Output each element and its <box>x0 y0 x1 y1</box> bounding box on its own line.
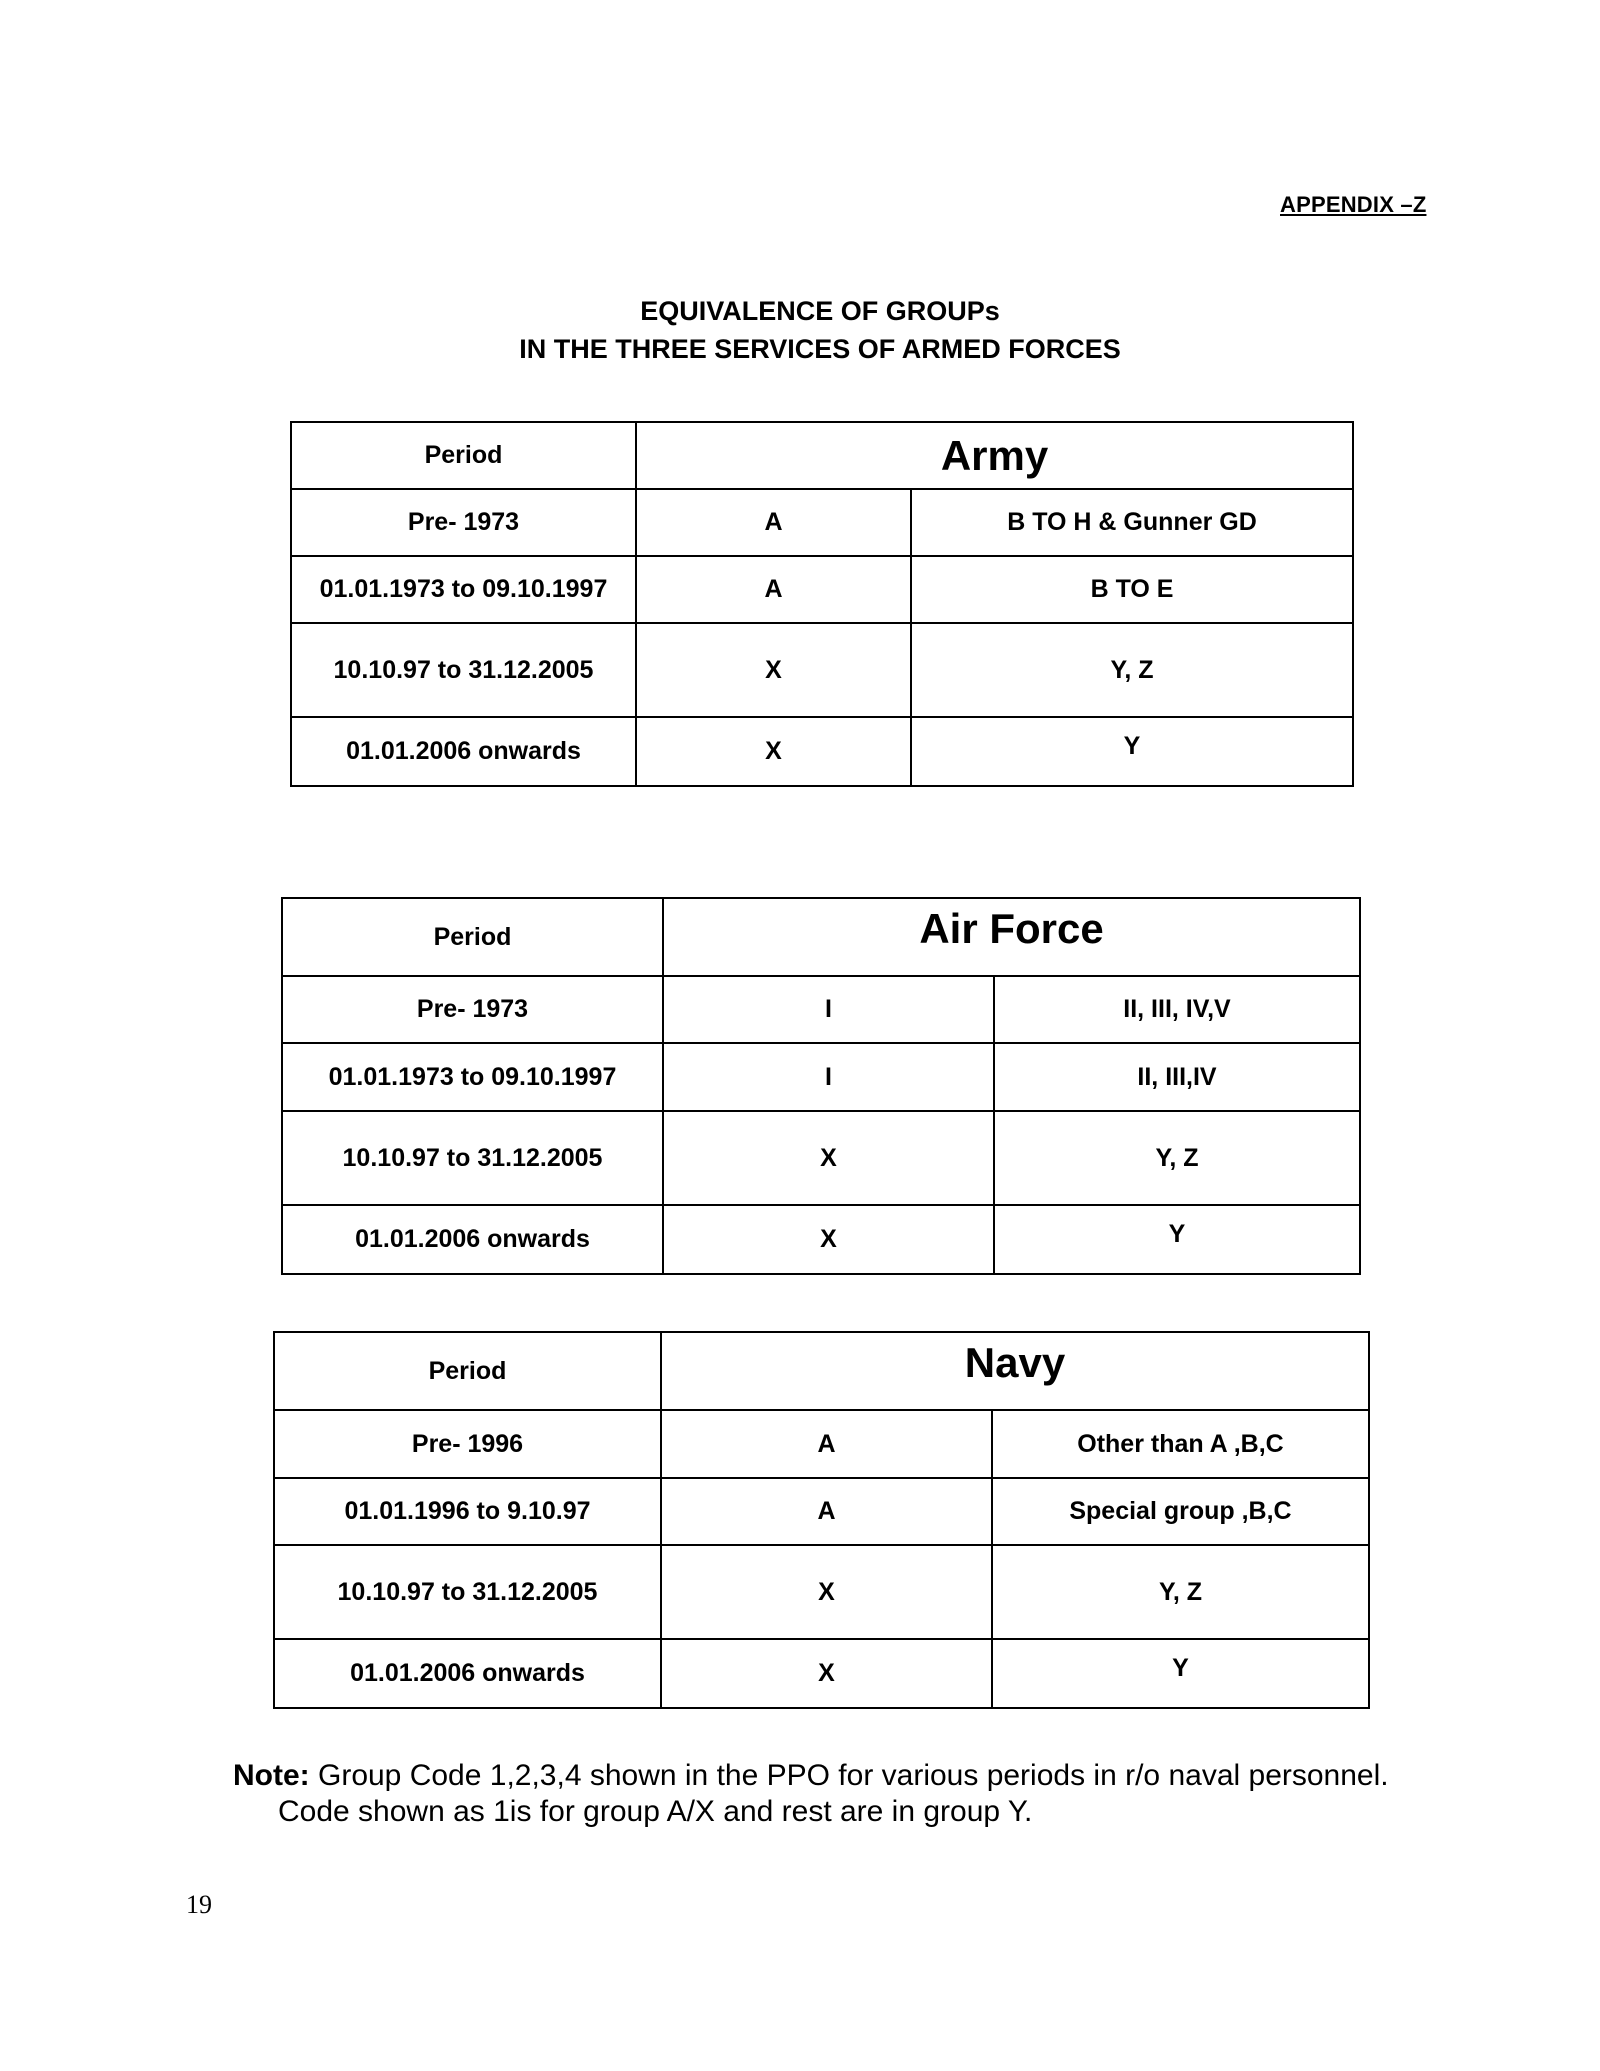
group-a-cell: X <box>636 717 911 786</box>
group-a-cell: I <box>663 976 994 1043</box>
group-b-cell: Other than A ,B,C <box>992 1410 1369 1478</box>
group-b-cell: Y, Z <box>994 1111 1360 1205</box>
group-a-cell: A <box>661 1410 992 1478</box>
service-header-air-force: Air Force <box>663 898 1360 976</box>
note-label: Note: <box>233 1759 310 1792</box>
table-row <box>282 1205 1360 1274</box>
service-header-navy: Navy <box>661 1332 1369 1410</box>
group-b-cell: Y <box>992 1639 1369 1708</box>
period-cell: 01.01.2006 onwards <box>274 1639 661 1708</box>
air-force-groups-table <box>281 897 1361 1275</box>
period-cell: 10.10.97 to 31.12.2005 <box>282 1111 663 1205</box>
document-title-line-2: IN THE THREE SERVICES OF ARMED FORCES <box>519 334 1121 364</box>
table-row <box>291 489 1353 556</box>
table-row <box>274 1478 1369 1545</box>
group-a-cell: X <box>661 1639 992 1708</box>
appendix-label: APPENDIX –Z <box>1280 192 1427 217</box>
navy-groups-table <box>273 1331 1370 1709</box>
table-row <box>274 1639 1369 1708</box>
table-row <box>282 1111 1360 1205</box>
group-b-cell: Y <box>911 717 1353 786</box>
note-line-2: Code shown as 1is for group A/X and rest are in group Y. <box>278 1795 1033 1828</box>
period-cell: Pre- 1996 <box>274 1410 661 1478</box>
table-header-row <box>291 422 1353 489</box>
group-a-cell: X <box>663 1205 994 1274</box>
group-a-cell: X <box>661 1545 992 1639</box>
period-cell: 01.01.1973 to 09.10.1997 <box>282 1043 663 1111</box>
group-a-cell: I <box>663 1043 994 1111</box>
group-b-cell: II, III, IV,V <box>994 976 1360 1043</box>
group-b-cell: Special group ,B,C <box>992 1478 1369 1545</box>
group-a-cell: X <box>636 623 911 717</box>
period-header: Period <box>282 898 663 976</box>
table-header-row <box>274 1332 1369 1410</box>
period-cell: 10.10.97 to 31.12.2005 <box>274 1545 661 1639</box>
table-row <box>274 1410 1369 1478</box>
table-row <box>274 1545 1369 1639</box>
group-b-cell: II, III,IV <box>994 1043 1360 1111</box>
period-cell: 01.01.1973 to 09.10.1997 <box>291 556 636 623</box>
group-a-cell: X <box>663 1111 994 1205</box>
period-cell: 01.01.1996 to 9.10.97 <box>274 1478 661 1545</box>
group-b-cell: Y, Z <box>911 623 1353 717</box>
army-groups-table <box>290 421 1354 787</box>
group-b-cell: Y <box>994 1205 1360 1274</box>
group-a-cell: A <box>661 1478 992 1545</box>
period-cell: 01.01.2006 onwards <box>291 717 636 786</box>
period-cell: 01.01.2006 onwards <box>282 1205 663 1274</box>
period-cell: 10.10.97 to 31.12.2005 <box>291 623 636 717</box>
group-b-cell: B TO H & Gunner GD <box>911 489 1353 556</box>
note-line-1: Group Code 1,2,3,4 shown in the PPO for various periods in r/o naval personnel. <box>309 1759 1389 1792</box>
group-a-cell: A <box>636 489 911 556</box>
period-header: Period <box>274 1332 661 1410</box>
table-row <box>291 623 1353 717</box>
table-header-row <box>282 898 1360 976</box>
table-row <box>282 1043 1360 1111</box>
group-a-cell: A <box>636 556 911 623</box>
page-number: 19 <box>186 1890 212 1919</box>
table-row <box>291 556 1353 623</box>
period-cell: Pre- 1973 <box>291 489 636 556</box>
table-row <box>291 717 1353 786</box>
period-header: Period <box>291 422 636 489</box>
group-b-cell: B TO E <box>911 556 1353 623</box>
document-title-line-1: EQUIVALENCE OF GROUPs <box>640 296 1000 326</box>
group-b-cell: Y, Z <box>992 1545 1369 1639</box>
note-paragraph <box>233 1758 1389 1830</box>
period-cell: Pre- 1973 <box>282 976 663 1043</box>
service-header-army: Army <box>636 422 1353 489</box>
table-row <box>282 976 1360 1043</box>
